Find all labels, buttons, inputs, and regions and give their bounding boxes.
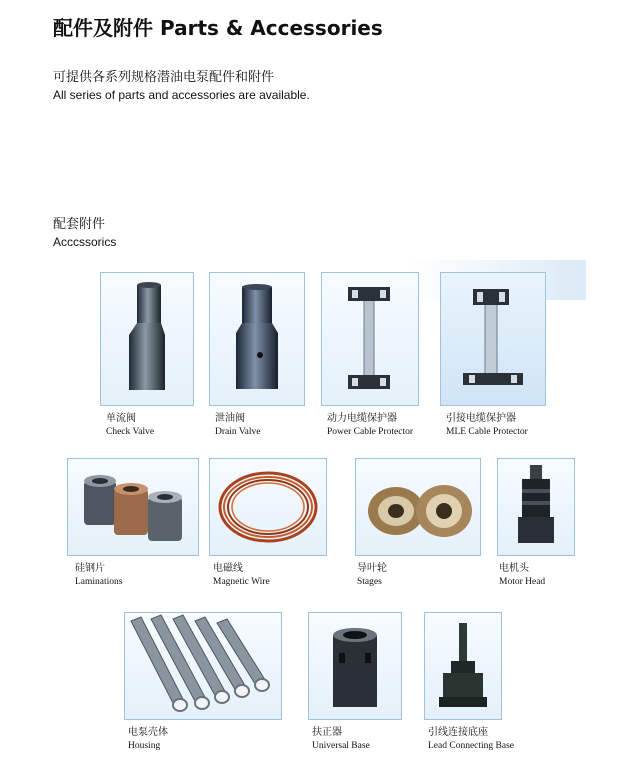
product-card-universal-base <box>308 612 408 762</box>
universal-base-image <box>308 612 402 720</box>
item-name-cn: 单流阀 <box>106 413 136 424</box>
item-name-cn: 电磁线 <box>213 563 243 574</box>
item-name-en: Universal Base <box>312 741 370 751</box>
item-name-en: Housing <box>128 741 161 751</box>
check-valve-image <box>100 272 194 406</box>
section-title-en: Acccssorics <box>53 235 117 249</box>
item-name-en: Stages <box>357 577 382 587</box>
intro-text-en: All series of parts and accessories are available. <box>53 88 310 102</box>
item-name-cn: 引线连接底座 <box>428 727 488 738</box>
motor-head-image <box>497 458 575 556</box>
stages-image <box>355 458 481 556</box>
product-card-mle-cable-protector <box>440 272 550 442</box>
product-card-lead-connecting-base <box>424 612 544 762</box>
item-name-en: Motor Head <box>499 577 546 587</box>
item-name-cn: 电泵壳体 <box>128 727 168 738</box>
intro-text-cn: 可提供各系列规格潜油电泵配件和附件 <box>53 70 275 85</box>
product-card-check-valve <box>100 272 200 442</box>
item-name-cn: 硅钢片 <box>75 563 105 574</box>
product-card-power-cable-protector <box>321 272 431 442</box>
mle-cable-protector-image <box>440 272 546 406</box>
product-card-laminations <box>67 458 203 598</box>
laminations-image <box>67 458 199 556</box>
item-name-en: Drain Valve <box>215 427 261 437</box>
section-title-cn: 配套附件 <box>53 217 106 232</box>
item-name-en: Laminations <box>75 577 123 587</box>
product-card-magnetic-wire <box>209 458 339 598</box>
item-name-cn: 泄油阀 <box>215 413 245 424</box>
item-name-en: Magnetic Wire <box>213 577 270 587</box>
magnetic-wire-image <box>209 458 327 556</box>
product-card-motor-head <box>497 458 587 598</box>
item-name-cn: 导叶轮 <box>357 563 387 574</box>
item-name-en: Lead Connecting Base <box>428 741 515 751</box>
product-card-housing <box>124 612 294 762</box>
lead-connecting-base-image <box>424 612 502 720</box>
cable-protector-image <box>321 272 419 406</box>
item-name-en: MLE Cable Protector <box>446 427 528 437</box>
item-name-cn: 电机头 <box>499 563 529 574</box>
product-card-stages <box>355 458 485 598</box>
item-name-cn: 引接电缆保护器 <box>446 413 516 424</box>
item-name-en: Power Cable Protector <box>327 427 414 437</box>
item-name-cn: 扶正器 <box>312 727 342 738</box>
item-name-cn: 动力电缆保护器 <box>327 413 397 424</box>
housing-image <box>124 612 282 720</box>
page-title: 配件及附件 Parts & Accessories <box>53 16 383 40</box>
drain-valve-image <box>209 272 305 406</box>
item-name-en: Check Valve <box>106 427 155 437</box>
product-card-drain-valve <box>209 272 309 442</box>
